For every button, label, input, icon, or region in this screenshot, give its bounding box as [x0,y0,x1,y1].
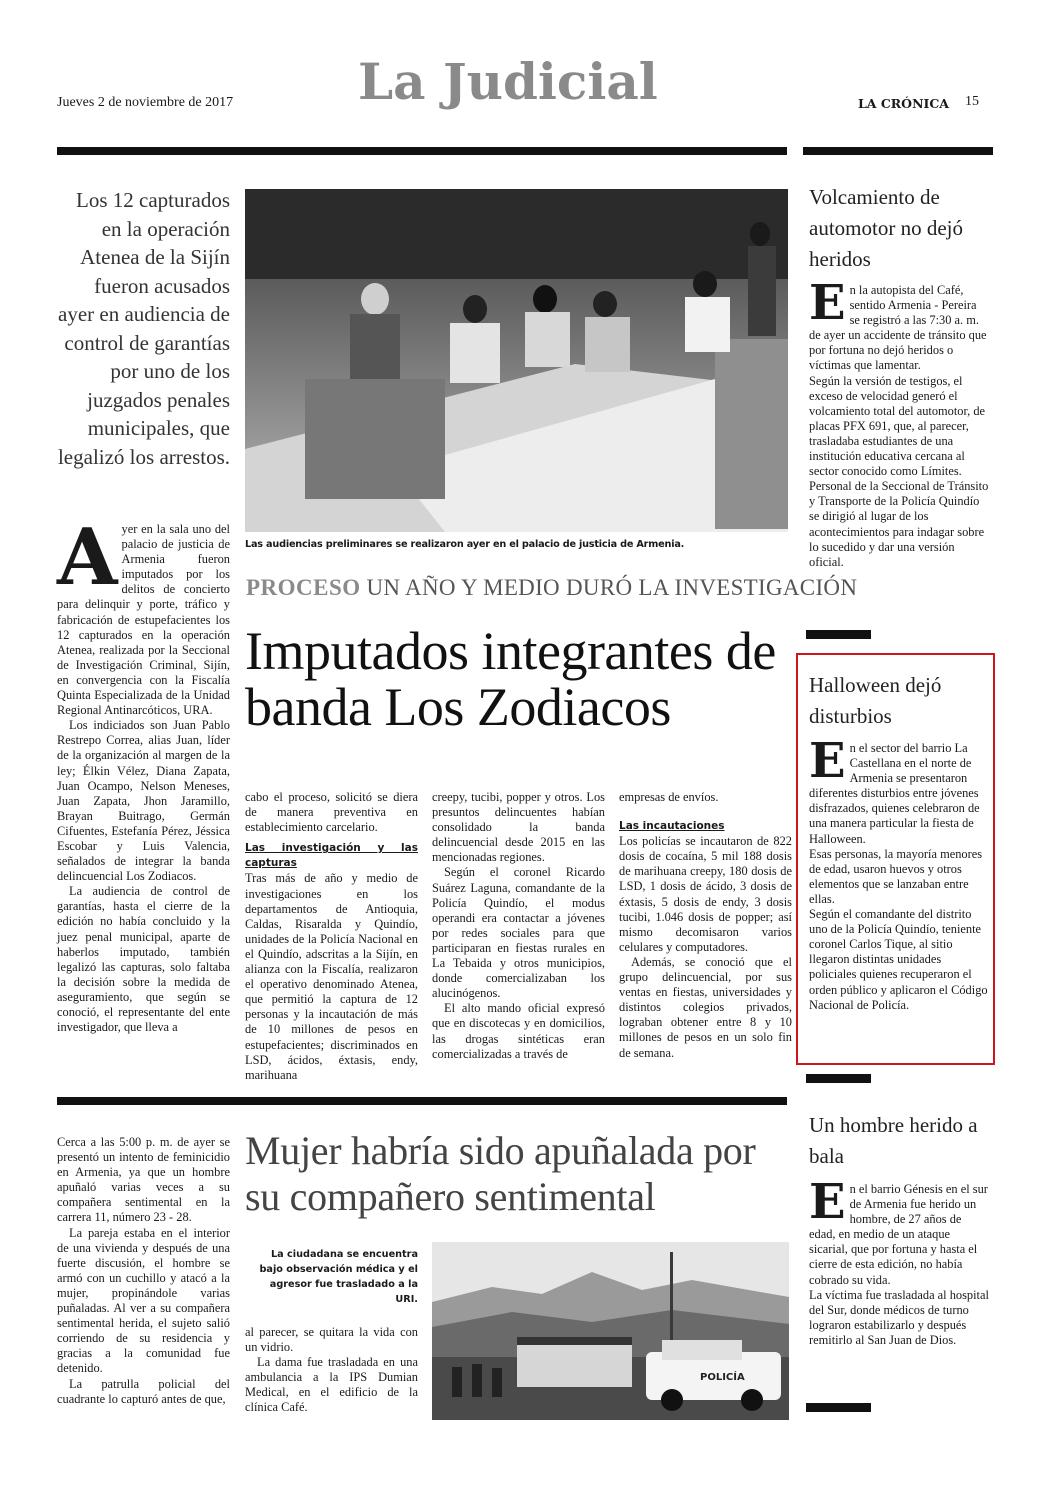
brief-title: Halloween dejó disturbios [809,673,942,728]
header-rule-right [803,147,993,155]
lead-paragraph: Además, se conoció que el grupo delincuencial, por sus ventas en fiestas, universidades y distintos colegios privados, lograban obtener entre 8 y 10 millones de pesos en un solo fin de semana. [619,954,792,1060]
brief-title: Un hombre herido a bala [809,1113,978,1168]
brief-title: Volcamiento de automotor no dejó heridos [809,185,963,271]
photo-caption: Las audiencias preliminares se realizaron ayer en el palacio de justicia de Armenia. [245,539,685,550]
header-rule [57,147,787,155]
brief-paragraph: Personal de la Seccional de Tránsito y Transporte de la Policía Quindío se dirigió al lugar de los acontecimientos para indagar sobre lo sucedido y dar una versión oficial. [809,479,989,569]
brief-paragraph: Según el comandante del distrito uno de la Policía Quindío, teniente coronel Carlos Tique, al sitio llegaron distintas unidades policiales quienes recuperaron el orden público y aplicaron el Código Nacional de Policía. [809,907,988,1012]
lead-paragraph: empresas de envíos. [619,790,719,804]
kicker-text: UN AÑO Y MEDIO DURÓ LA INVESTIGACIÓN [366,575,858,600]
subheading: Las incautaciones [619,820,725,833]
lead-paragraph: Según el coronel Ricardo Suárez Laguna, comandante de la Policía Quindío, el modus operandi era contactar a jóvenes por redes sociales para que participaran en fiestas rurales en La Tebaida y otros municipios, donde comercializaban los alucinógenos. [432,865,605,1001]
lead-paragraph: yer en la sala uno del palacio de justicia de Armenia fueron imputados por los delitos de concierto para delinquir y porte, tráfico y fabricación de estupefacientes los 12 capturados en la operación Atenea, realizada por la Seccional de Investigación Criminal, Sijín, en convergencia con la Fiscalía Quinta Especializada de la Unidad Regional Antinarcóticos, URA. [57,522,230,718]
second-column-1 [57,1135,230,1407]
brief-paragraph: n la autopista del Café, sentido Armenia - Pereira se registró a las 7:30 a. m. de ayer un accidente de tránsito que por fortuna no dejó heridos o víctimas que lamentar. [809,283,987,373]
issue-date: Jueves 2 de noviembre de 2017 [57,95,234,110]
crime-scene-photo-image [432,1242,789,1420]
section-divider [806,630,871,639]
courtroom-photo-image [245,189,788,532]
dropcap: E [809,275,846,331]
vehicle-text: POLICÍA [700,1372,745,1383]
story-paragraph: La patrulla policial del cuadrante lo capturó antes de que, [57,1376,230,1406]
page-number: 15 [965,94,979,109]
dropcap: E [809,1174,846,1230]
second-caption: La ciudadana se encuentra bajo observación médica y el agresor fue trasladado a la URI. [259,1249,418,1305]
brief-paragraph: Según la versión de testigos, el exceso de velocidad generó el volcamiento total del automotor, de placas PFX 691, que, al parecer, trasladaba estudiantes de una institución educativa cercana al sector conocido como Límites. [809,373,986,479]
lead-paragraph: Tras más de año y medio de investigaciones en los departamentos de Antioquia, Caldas, Risaralda y Quindío, unidades de la Policía Nacional en el Quindío, adscritas a la Sijín, en alianza con la Fiscalía, realizaron el operativo denominado Atenea, que permitió la captura de 12 personas y la incautación de más de 10 millones de pesos en estupefacientes; discriminados en LSD, ácidos, éxtasis, endy, marihuana [245,871,418,1082]
newspaper-name: LA CRÓNICA [858,96,949,111]
lead-column-2 [245,790,418,1083]
lead-paragraph: La audiencia de control de garantías, hasta el cierre de la edición no había concluido y la juez penal municipal, aparte de haberlos imputado, también legalizó las capturas, solo faltaba la decisión sobre la medida de aseguramiento, que según se conoció, el representante del ente investigador, que lleva a [57,884,230,1035]
lead-paragraph: El alto mando oficial expresó que en discotecas y en domicilios, las drogas sintéticas eran comercializadas a través de [432,1001,605,1061]
section-title: La Judicial [358,52,658,111]
kicker [246,575,858,601]
brief-paragraph: La víctima fue trasladada al hospital del Sur, donde médicos de turno lograron estabilizarlo y después remitirlo al San Juan de Dios. [809,1287,989,1347]
dropcap: E [809,733,846,789]
brief-paragraph: Esas personas, la mayoría menores de edad, usaron huevos y otros elementos que se lanzaban entre ellas. [809,846,983,906]
story-rule [57,1097,787,1105]
courtroom-photo [245,189,788,532]
lead-column-3 [432,790,605,1062]
lead-paragraph: cabo el proceso, solicitó se diera de manera preventiva en establecimiento carcelario. [245,790,418,835]
brief-body [809,733,989,1013]
kicker-label: PROCESO [246,575,361,600]
lead-deck: Los 12 capturados en la operación Atenea de la Sijín fueron acusados ayer en audiencia de control de garantías por uno de los juzgados penales municipales, que legalizó los arrestos. [57,188,230,469]
brief-body [809,1174,989,1348]
section-divider [806,1403,871,1412]
crime-scene-photo [432,1242,789,1420]
lead-paragraph: creepy, tucibi, popper y otros. Los presuntos delincuentes habían consolidado la banda delincuencial desde 2015 en las mencionadas regiones. [432,790,605,865]
brief-paragraph: n el sector del barrio La Castellana en el norte de Armenia se presentaron diferentes disturbios entre jóvenes disfrazados, quienes celebraron de una manera particular la fiesta de Halloween. [809,741,980,846]
second-headline: Mujer habría sido apuñalada por su compañero sentimental [245,1128,756,1219]
lead-paragraph: Los policías se incautaron de 822 dosis de cocaína, 5 mil 188 dosis de marihuana creepy, 180 dosis de LSD, 1 dosis de ácido, 3 dosis de éxtasis, 5 dosis de endy, 3 dosis tucibi, 1.046 dosis de popper; así mismo decomisaron varios celulares y computadores. [619,834,792,954]
story-paragraph: La pareja estaba en el interior de una vivienda y después de una fuerte discusión, el hombre se armó con un cuchillo y atacó a la mujer, propinándole varias puñaladas. Al ver a su compañera sentimental herida, el sujeto salió corriendo de su residencia y gracias a la comunidad fue detenido. [57,1225,230,1376]
dropcap: A [57,512,118,603]
lead-column-4 [619,790,792,1061]
section-divider [806,1074,871,1083]
lead-paragraph: Los indiciados son Juan Pablo Restrepo Correa, alias Juan, líder de la organización al margen de la ley; Élkin Vélez, Diana Zapata, Juan Ocampo, Nelson Meneses, Juan Zapata, Jhon Jaramillo, Brayan Buitrago, Germán Cifuentes, Estefanía Pérez, Jéssica Escobar y Luis Valencia, señalados de integrar la banda delincuencial Los Zodiacos. [57,718,230,884]
lead-column-1 [57,512,230,1035]
subheading: Las investigación y las capturas [245,842,418,870]
story-paragraph: Cerca a las 5:00 p. m. de ayer se presentó un intento de feminicidio en Armenia, ya que un hombre apuñaló varias veces a su compañera sentimental en la carrera 11, número 23 - 28. [57,1135,230,1225]
second-column-2 [245,1325,418,1416]
story-paragraph: al parecer, se quitara la vida con un vidrio. [245,1325,418,1355]
brief-paragraph: n el barrio Génesis en el sur de Armenia fue herido un hombre, de 27 años de edad, en medio de un ataque sicarial, que por fortuna y hasta el cierre de esta edición, no había cobrado su vida. [809,1182,988,1287]
lead-headline: Imputados integrantes de banda Los Zodiacos [245,621,776,737]
brief-body [809,275,989,570]
story-paragraph: La dama fue trasladada en una ambulancia a la IPS Dumian Medical, en el edificio de la clínica Café. [245,1355,418,1415]
